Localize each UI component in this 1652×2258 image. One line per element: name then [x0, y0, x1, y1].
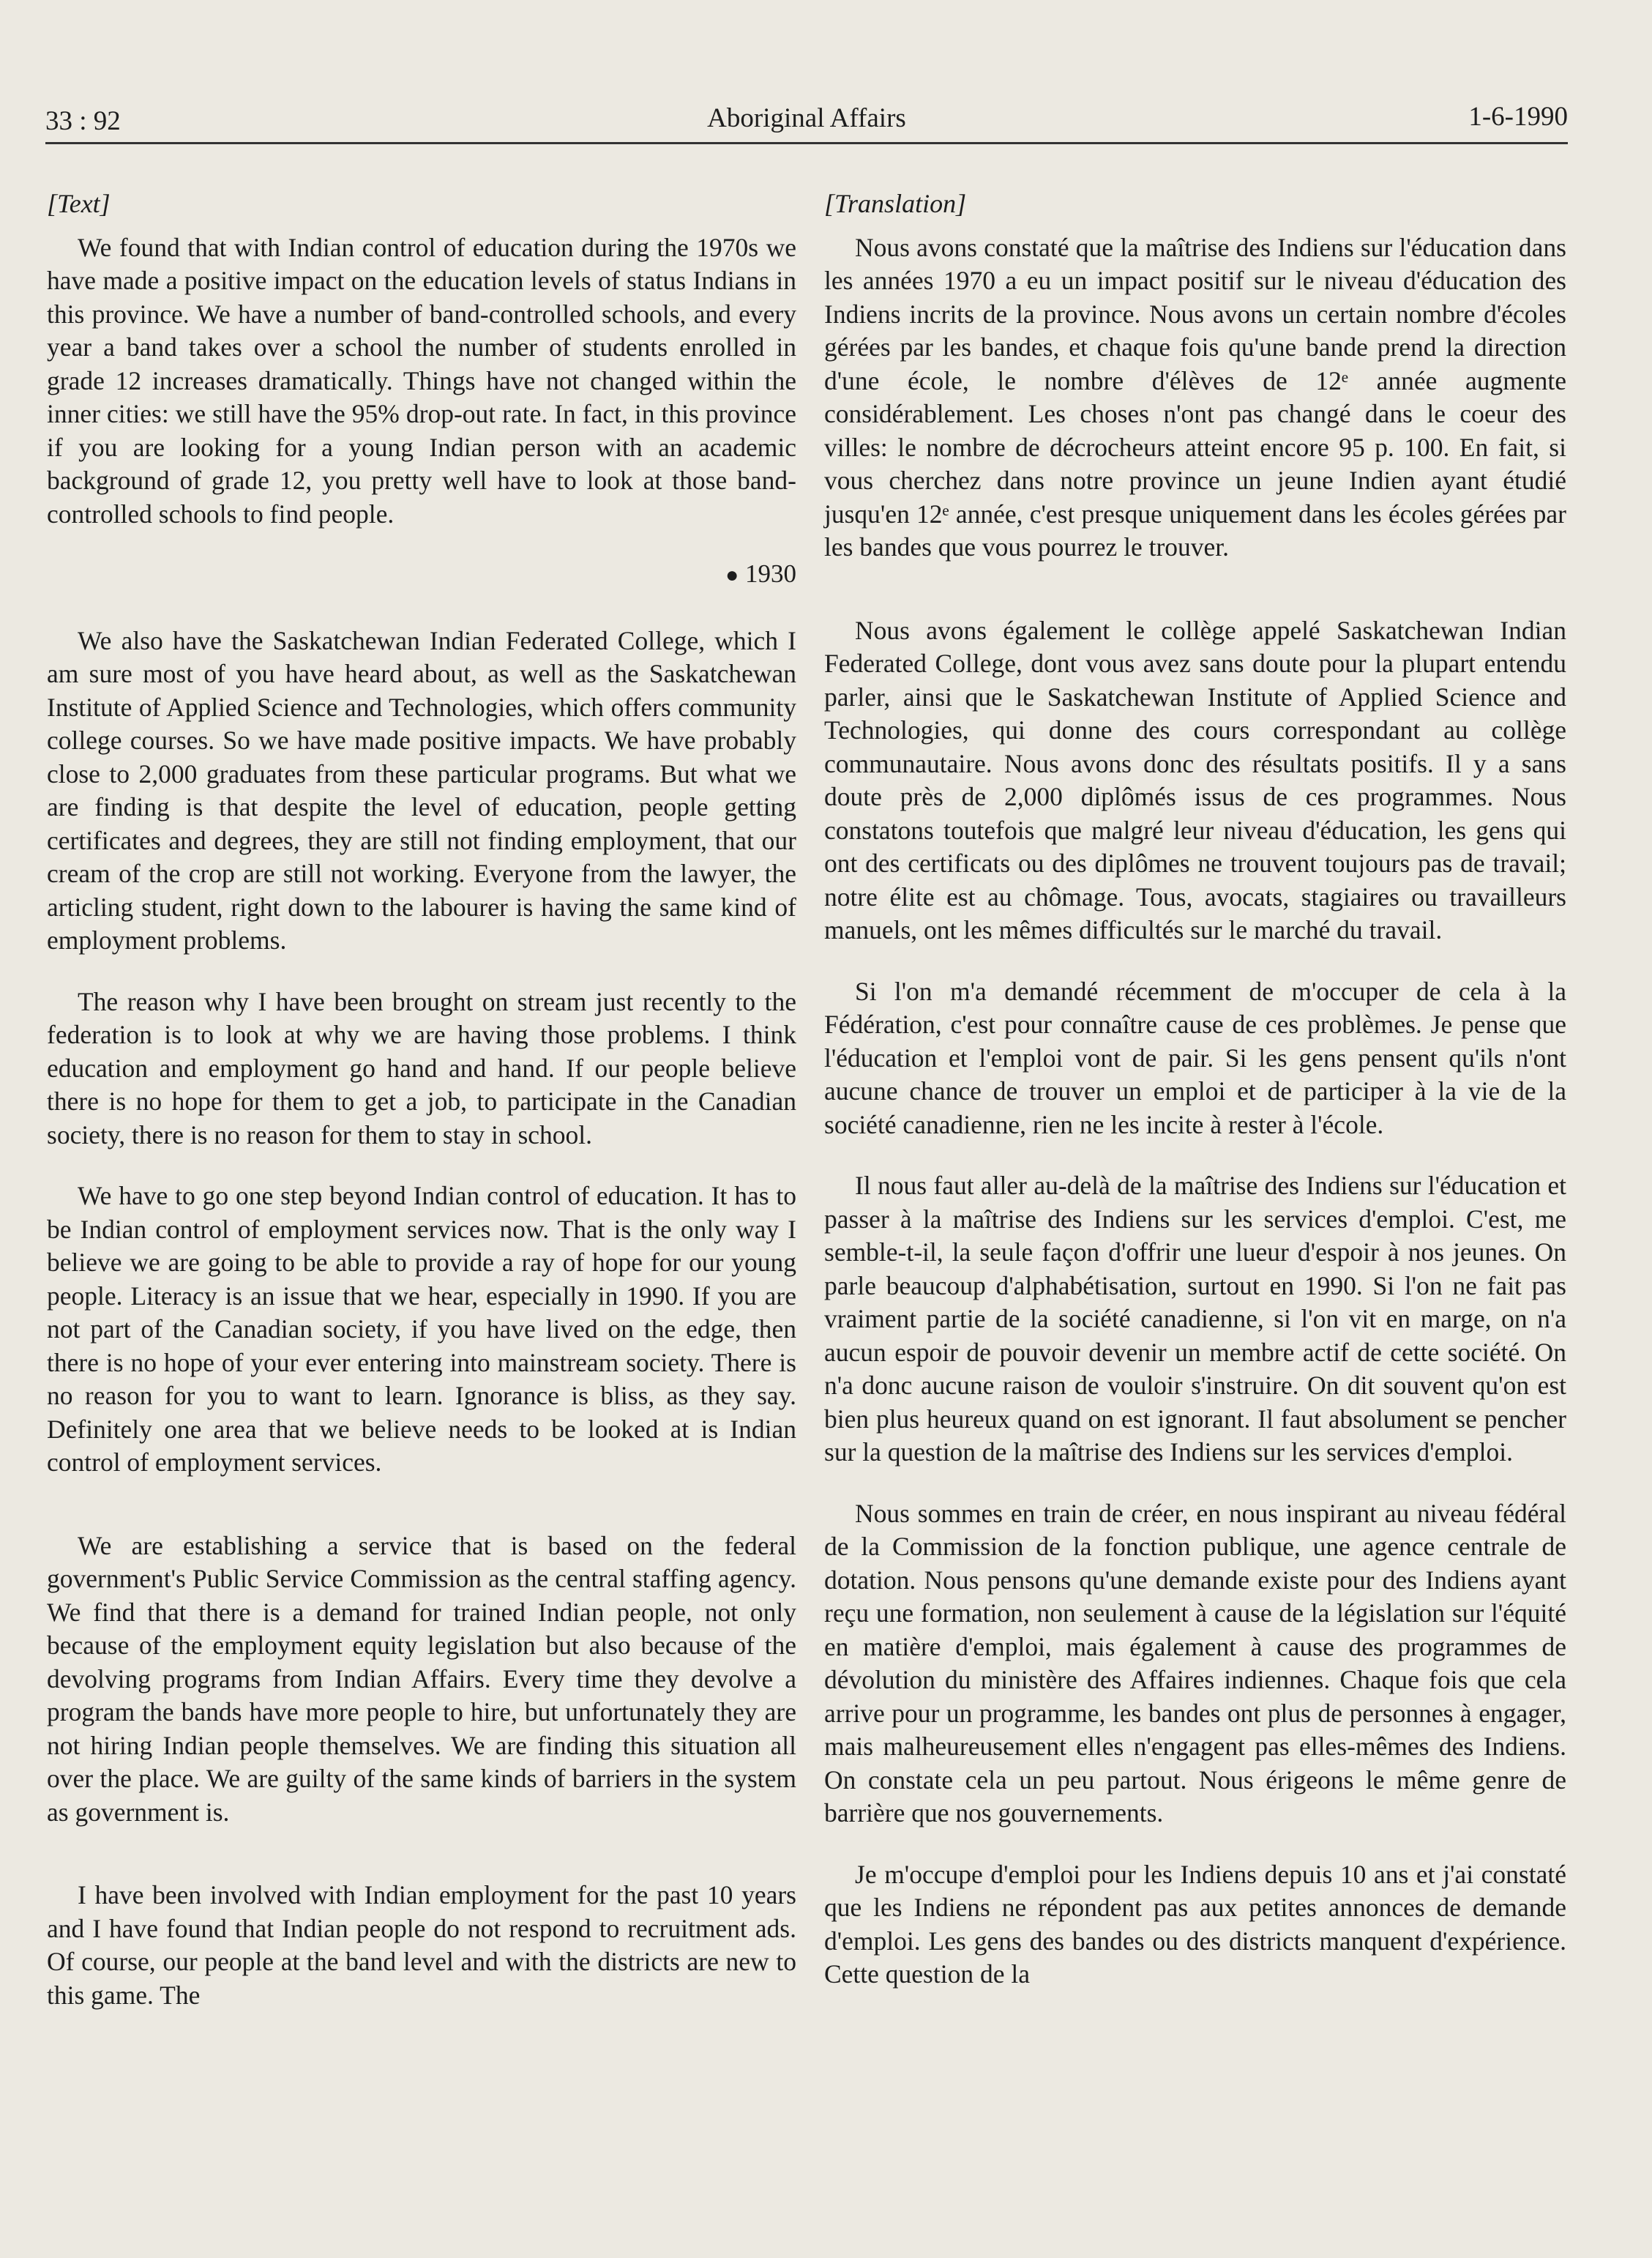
french-paragraph: Il nous faut aller au-delà de la maîtrise des Indiens sur l'éducation et passer à la maîtrise des Indiens sur les services d'emploi. C'est, me semble-t-il, la seule façon d'offrir une lueur d'espoir à nos jeunes. On parle beaucoup d'alphabétisation, surtout en 1990. Si l'on ne fait pas vraiment partie de la société canadienne, si l'on vit en marge, on n'a aucun espoir de pouvoir devenir un membre actif de cette société. On n'a donc aucune raison de vouloir s'instruire. On dit souvent qu'on est bien plus heureux quand on est ignorant. Il faut absolument se pencher sur la question de la maîtrise des Indiens sur les services d'emploi.: [824, 1171, 1566, 1467]
sitting-date: 1-6-1990: [1468, 102, 1568, 132]
time-marker: [47, 557, 796, 592]
english-paragraph: We are establishing a service that is based on the federal government's Public Service Commission as the central staffing agency. We find that there is a demand for trained Indian people, not only because of the employment equity legislation but also because of the devolving programs from Indian Affairs. Every time they devolve a program the bands have more people to hire, but unfortunately they are not hiring Indian people themselves. We are finding this situation all over the place. We are guilty of the same kinds of barriers in the system as government is.: [47, 1530, 796, 1827]
french-paragraph: Nous sommes en train de créer, en nous inspirant au niveau fédéral de la Commission de la fonction publique, une agence centrale de dotation. Nous pensons qu'une demande existe pour des Indiens ayant reçu une formation, non seulement à cause de la législation sur l'équité en matière d'emploi, mais également à cause des programmes de dévolution du ministère des Affaires indiennes. Chaque fois que cela arrive pour un programme, les bandes ont plus de personnes à engager, mais malheureusement elles n'engagent pas elles-mêmes des Indiens. On constate cela un peu partout. Nous érigeons le même genre de barrière que nos gouvernements.: [824, 1498, 1566, 1827]
english-column: [47, 187, 796, 2012]
text-label: [Text]: [47, 189, 111, 218]
french-paragraph: Nous avons constaté que la maîtrise des Indiens sur l'éducation dans les années 1970 a eu un impact positif sur le niveau d'éducation des Indiens incrits de la province. Nous avons un certain nombre d'écoles gérées par les bandes, et chaque fois qu'une bande prend la direction d'une école, le nombre d'élèves de 12ᵉ année augmente considérablement. Les choses n'ont pas changé dans le coeur des villes: le nombre de décrocheurs atteint encore 95 p. 100. En fait, si vous cherchez dans notre province un jeune Indien ayant étudié jusqu'en 12ᵉ année, c'est presque uniquement dans les écoles gérées par les bandes que vous pourrez le trouver.: [824, 232, 1566, 562]
running-title: Aboriginal Affairs: [707, 103, 906, 133]
page-header: [45, 97, 1568, 144]
time-marker-value: 1930: [745, 559, 796, 588]
french-paragraph: Nous avons également le collège appelé Saskatchewan Indian Federated College, dont vous avez sans doute pour la plupart entendu parler, ainsi que le Saskatchewan Institute of Applied Science and Technologies, qui donne des cours correspondant au collège communautaire. Nous avons donc des résultats positifs. Il y a sans doute près de 2,000 diplômés issus de ces programmes. Nous constatons toutefois que malgré leur niveau d'éducation, les gens qui ont des certificats ou des diplômes ne trouvent toujours pas de travail; notre élite est au chômage. Tous, avocats, stagiaires ou travailleurs manuels, ont les mêmes difficultés sur le marché du travail.: [824, 615, 1566, 944]
french-paragraph: Si l'on m'a demandé récemment de m'occuper de cela à la Fédération, c'est pour connaître cause de ces problèmes. Je pense que l'éducation et l'emploi vont de pair. Si les gens pensent qu'ils n'ont aucune chance de trouver un emploi et de participer à la vie de la société canadienne, rien ne les incite à rester à l'école.: [824, 976, 1566, 1139]
french-paragraph: Je m'occupe d'emploi pour les Indiens depuis 10 ans et j'ai constaté que les Indiens ne répondent pas aux petites annonces de demande d'emploi. Les gens des bandes ou des districts manquent d'expérience. Cette question de la: [824, 1859, 1566, 1989]
english-paragraph: The reason why I have been brought on stream just recently to the federation is to look at why we are having those problems. I think education and employment go hand and hand. If our people believe there is no hope for them to get a job, to participate in the Canadian society, there is no reason for them to stay in school.: [47, 986, 796, 1150]
english-paragraph: We have to go one step beyond Indian control of education. It has to be Indian control of employment services now. That is the only way I believe we are going to be able to provide a ray of hope for our young people. Literacy is an issue that we hear, especially in 1990. If you are not part of the Canadian society, if you have lived on the edge, then there is no hope of your ever entering into mainstream society. There is no reason for you to want to learn. Ignorance is bliss, as they say. Definitely one area that we believe needs to be looked at is Indian control of employment services.: [47, 1181, 796, 1477]
translation-label: [Translation]: [824, 189, 967, 218]
french-column: [824, 187, 1566, 1991]
page-number: 33 : 92: [45, 106, 121, 136]
english-paragraph: I have been involved with Indian employment for the past 10 years and I have found that Indian people do not respond to recruitment ads. Of course, our people at the band level and with the districts are new to this game. The: [47, 1880, 796, 2010]
bullet-icon: ●: [725, 563, 739, 587]
english-paragraph: We found that with Indian control of education during the 1970s we have made a positive impact on the education levels of status Indians in this province. We have a number of band-controlled schools, and every year a band takes over a school the number of students enrolled in grade 12 increases dramatically. Things have not changed within the inner cities: we still have the 95% drop-out rate. In fact, in this province if you are looking for a young Indian person with an academic background of grade 12, you pretty well have to look at those band-controlled schools to find people.: [47, 232, 796, 529]
english-paragraph: We also have the Saskatchewan Indian Federated College, which I am sure most of you have heard about, as well as the Saskatchewan Institute of Applied Science and Technologies, which offers community college courses. So we have made positive impacts. We have probably close to 2,000 graduates from these particular programs. But what we are finding is that despite the level of education, people getting certificates and degrees, they are still not finding employment, that our cream of the crop are still not working. Everyone from the lawyer, the articling student, right down to the labourer is having the same kind of employment problems.: [47, 625, 796, 955]
